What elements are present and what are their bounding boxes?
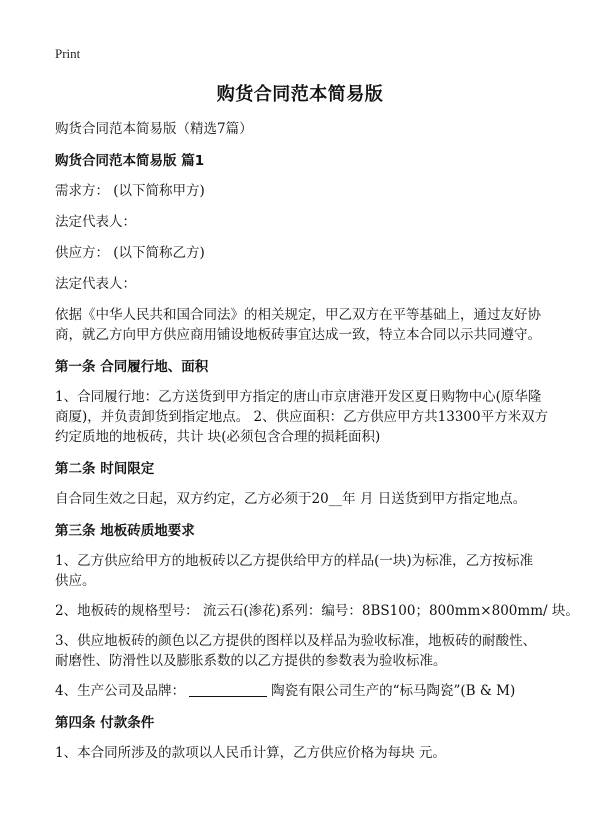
fill-in-blank (189, 682, 267, 697)
article-1-heading: 第一条 合同履行地、面积 (55, 359, 209, 375)
article-3-item-1-line-2: 供应。 (55, 573, 96, 589)
supplier-line: 供应方： (以下简称乙方) (55, 245, 205, 261)
article-3-item-3-line-2: 耐磨性、防滑性以及膨胀系数的以乙方提供的参数表为验收标准。 (55, 653, 447, 669)
article-3-item-2: 2、地板砖的规格型号： 流云石(渗花)系列：编号：8BS100；800mm×800mm/ 块。 (55, 603, 579, 619)
supplier-rep-line: 法定代表人： (55, 276, 136, 292)
article-2-heading: 第二条 时间限定 (55, 461, 155, 477)
buyer-rep-line: 法定代表人： (55, 214, 136, 230)
article-2-line-1: 自合同生效之日起，双方约定，乙方必须于20__年 月 日送货到甲方指定地点。 (55, 491, 527, 507)
article-3-item-4 (55, 680, 550, 702)
article-1-line-3: 约定质地的地板砖，共计 块(必须包含合理的损耗面积) (55, 429, 381, 445)
article-1-line-2: 商厦)，并负责卸货到指定地点。 2、供应面积：乙方供应甲方共13300平方米双方 (55, 409, 549, 425)
article-3-item-1-line-1: 1、乙方供应给甲方的地板砖以乙方提供给甲方的样品(一块)为标准，乙方按标准 (55, 553, 534, 569)
article-4-line-1: 1、本合同所涉及的款项以人民币计算，乙方供应价格为每块 元。 (55, 745, 446, 761)
section-title: 购货合同范本简易版 篇1 (55, 153, 205, 169)
intro-paragraph-line-2: 商，就乙方向甲方供应商用铺设地板砖事宜达成一致，特立本合同以示共同遵守。 (55, 327, 541, 343)
article-3-item-4-suffix: 陶瓷有限公司生产的“标马陶瓷”(B & M) (271, 683, 516, 699)
document-title: 购货合同范本简易版 (216, 84, 384, 105)
article-4-heading: 第四条 付款条件 (55, 715, 155, 731)
print-link[interactable]: Print (55, 46, 81, 61)
article-3-item-3-line-1: 3、供应地板砖的颜色以乙方提供的图样以及样品为验收标准，地板砖的耐酸性、 (55, 633, 537, 649)
article-3-item-4-prefix: 4、生产公司及品牌： (55, 683, 186, 699)
intro-paragraph-line-1: 依据《中华人民共和国合同法》的相关规定，甲乙双方在平等基础上，通过友好协 (55, 307, 541, 323)
document-subtitle: 购货合同范本简易版（精选7篇） (55, 121, 253, 137)
article-3-heading: 第三条 地板砖质地要求 (55, 523, 195, 539)
buyer-line: 需求方： (以下简称甲方) (55, 183, 205, 199)
article-1-line-1: 1、合同履行地：乙方送货到甲方指定的唐山市京唐港开发区夏日购物中心(原华隆 (55, 389, 542, 405)
